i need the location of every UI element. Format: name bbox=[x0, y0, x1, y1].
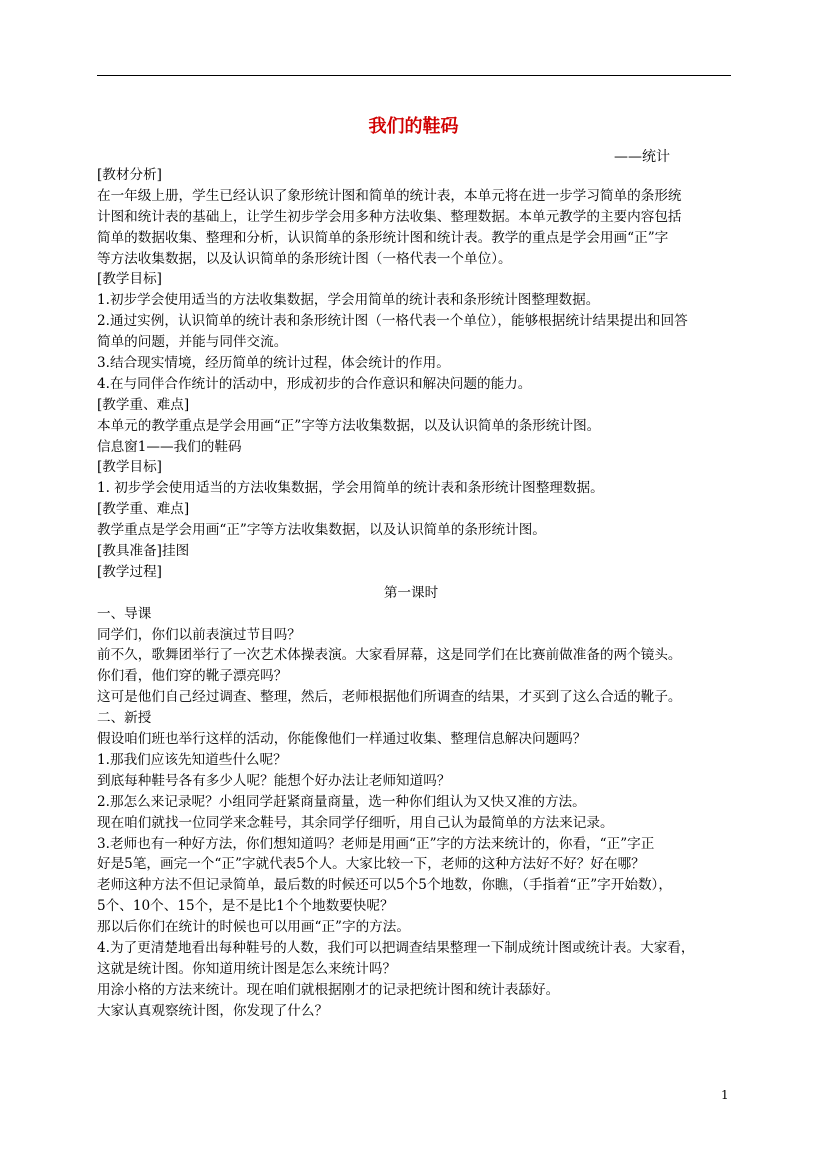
text-line: 2.那怎么来记录呢？小组同学赶紧商量商量，选一种你们组认为又快又准的方法。 bbox=[97, 793, 586, 810]
text-line: 简单的数据收集、整理和分析，认识简单的条形统计图和统计表。教学的重点是学会用画“正”字 bbox=[97, 229, 669, 246]
text-line: 老师这种方法不但记录简单，最后数的时候还可以5个5个地数，你瞧，（手指着“正”字开始数）， bbox=[97, 877, 672, 894]
text-line: [教学重、难点] bbox=[97, 501, 190, 518]
text-line: 同学们，你们以前表演过节目吗？ bbox=[97, 626, 301, 643]
text-line: [教学目标] bbox=[97, 459, 162, 476]
text-line: 计图和统计表的基础上，让学生初步学会用多种方法收集、整理数据。本单元教学的主要内容包括 bbox=[97, 208, 682, 225]
text-line: 你们看，他们穿的靴子漂亮吗？ bbox=[97, 668, 288, 685]
text-line: 本单元的教学重点是学会用画“正”字等方法收集数据，以及认识简单的条形统计图。 bbox=[97, 417, 601, 434]
text-line: [教具准备]挂图 bbox=[97, 543, 190, 560]
text-line: 1.初步学会使用适当的方法收集数据，学会用简单的统计表和条形统计图整理数据。 bbox=[97, 292, 600, 309]
text-line: 5个、10个、15个，是不是比1个个地数要快呢？ bbox=[97, 898, 394, 915]
text-line: 信息窗1——我们的鞋码 bbox=[97, 438, 242, 455]
text-line: 教学重点是学会用画“正”字等方法收集数据，以及认识简单的条形统计图。 bbox=[97, 522, 546, 539]
text-line: 好是5笔，画完一个“正”字就代表5个人。大家比较一下，老师的这种方法好不好？好在哪？ bbox=[97, 856, 645, 873]
text-line: 简单的问题，并能与同伴交流。 bbox=[97, 334, 288, 351]
document-body bbox=[97, 165, 737, 1022]
text-line: 等方法收集数据，以及认识简单的条形统计图（一格代表一个单位）。 bbox=[97, 250, 512, 267]
text-line: [教学重、难点] bbox=[97, 396, 190, 413]
text-line: [教材分析] bbox=[97, 167, 162, 183]
header-rule bbox=[97, 75, 731, 76]
text-line: 3.结合现实情境，经历简单的统计过程，体会统计的作用。 bbox=[97, 355, 450, 372]
text-line: 4.在与同伴合作统计的活动中，形成初步的合作意识和解决问题的能力。 bbox=[97, 375, 532, 392]
text-line: 大家认真观察统计图，你发现了什么？ bbox=[97, 1002, 329, 1019]
text-line: 4.为了更清楚地看出每种鞋号的人数，我们可以把调查结果整理一下制成统计图或统计表。大家看， bbox=[97, 939, 695, 956]
text-line: 在一年级上册，学生已经认识了象形统计图和简单的统计表，本单元将在进一步学习简单的条形统 bbox=[97, 187, 682, 204]
text-line: 前不久，歌舞团举行了一次艺术体操表演。大家看屏幕，这是同学们在比赛前做准备的两个镜头。 bbox=[97, 647, 682, 664]
text-line: 现在咱们就找一位同学来念鞋号，其余同学仔细听，用自己认为最简单的方法来记录。 bbox=[97, 814, 614, 831]
text-line: [教学目标] bbox=[97, 271, 162, 288]
text-line: 一、导课 bbox=[97, 605, 152, 622]
text-line: 用涂小格的方法来统计。现在咱们就根据刚才的记录把统计图和统计表舔好。 bbox=[97, 981, 560, 998]
text-line: 1.那我们应该先知道些什么呢？ bbox=[97, 751, 287, 768]
lesson-heading: 第一课时 bbox=[383, 584, 439, 601]
document-subtitle: ——统计 bbox=[614, 149, 670, 165]
text-line: 1. 初步学会使用适当的方法收集数据，学会用简单的统计表和条形统计图整理数据。 bbox=[97, 480, 604, 497]
text-line: 这就是统计图。你知道用统计图是怎么来统计吗？ bbox=[97, 960, 397, 977]
text-line: 这可是他们自己经过调查、整理，然后，老师根据他们所调查的结果，才买到了这么合适的靴子。 bbox=[97, 689, 682, 706]
text-line: 那以后你们在统计的时候也可以用画“正”字的方法。 bbox=[97, 919, 410, 936]
page-number: 1 bbox=[721, 1088, 729, 1102]
text-line: 假设咱们班也举行这样的活动，你能像他们一样通过收集、整理信息解决问题吗？ bbox=[97, 731, 587, 748]
document-title: 我们的鞋码 bbox=[368, 116, 459, 137]
text-line: 3.老师也有一种好方法，你们想知道吗？老师是用画“正”字的方法来统计的，你看，“正”字正 bbox=[97, 835, 655, 852]
text-line: [教学过程] bbox=[97, 563, 162, 580]
text-line: 到底每种鞋号各有多少人呢？能想个好办法让老师知道吗？ bbox=[97, 772, 451, 789]
text-line: 2.通过实例，认识简单的统计表和条形统计图（一格代表一个单位），能够根据统计结果提出和回答 bbox=[97, 313, 688, 330]
text-line: 二、新授 bbox=[97, 710, 152, 727]
